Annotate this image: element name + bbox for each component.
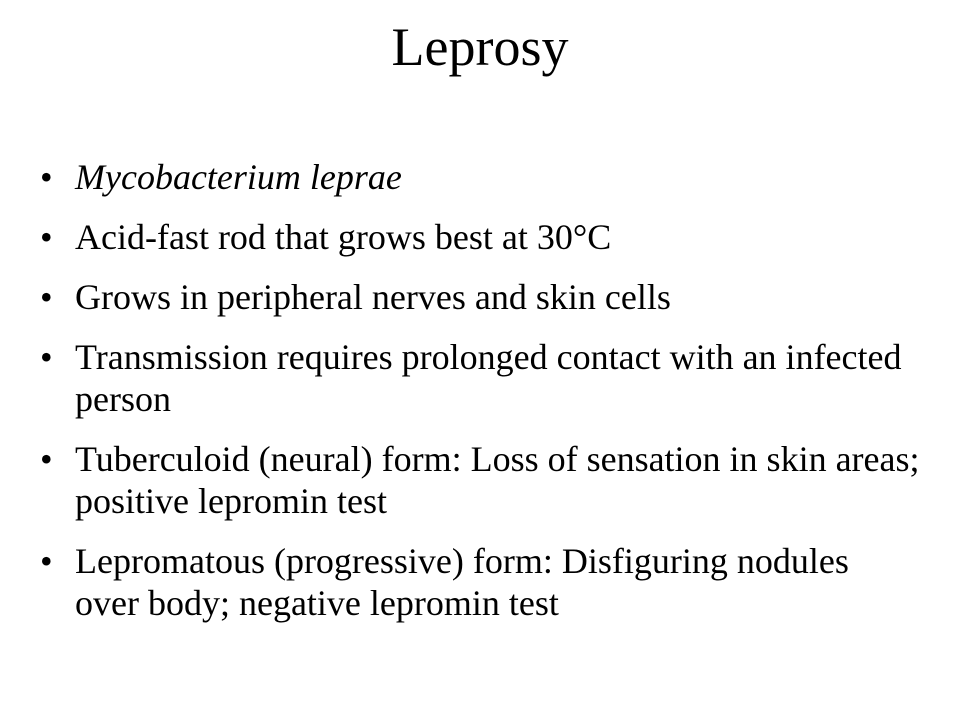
bullet-dot: • — [40, 439, 53, 479]
bullet-text: Acid-fast rod that grows best at 30°C — [75, 217, 612, 257]
bullet-text: Lepromatous (progressive) form: Disfiguring nodules over body; negative lepromin test — [75, 541, 849, 623]
bullet-list — [40, 156, 920, 642]
bullet-item — [40, 156, 920, 198]
bullet-item — [40, 540, 920, 624]
bullet-item — [40, 438, 920, 522]
bullet-dot: • — [40, 277, 53, 317]
bullet-dot: • — [40, 337, 53, 377]
bullet-dot: • — [40, 541, 53, 581]
bullet-text: Tuberculoid (neural) form: Loss of sensation in skin areas; positive lepromin test — [75, 439, 920, 521]
bullet-dot: • — [40, 157, 53, 197]
slide-title: Leprosy — [391, 17, 569, 77]
bullet-item — [40, 216, 920, 258]
bullet-text: Transmission requires prolonged contact with an infected person — [75, 337, 902, 419]
bullet-item — [40, 276, 920, 318]
bullet-item — [40, 336, 920, 420]
bullet-text: Grows in peripheral nerves and skin cells — [75, 277, 671, 317]
bullet-text: Mycobacterium leprae — [75, 157, 402, 197]
bullet-dot: • — [40, 217, 53, 257]
